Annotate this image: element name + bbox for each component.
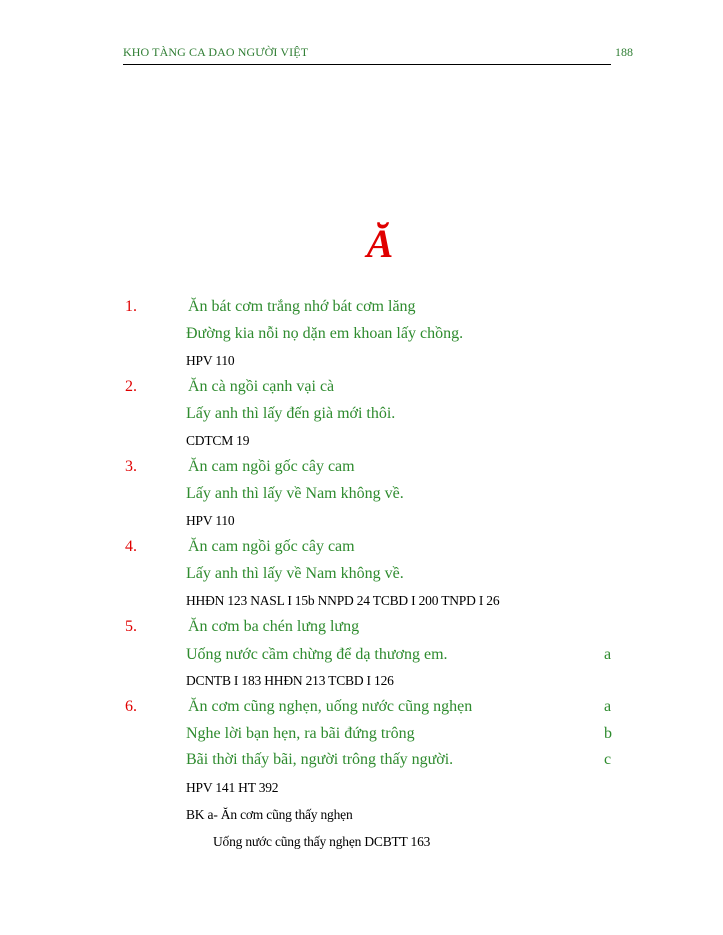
verse-line: Ăn cơm cũng nghẹn, uống nước cũng nghẹn [188,698,473,715]
verse-line: Ăn cà ngồi cạnh vại cà [188,378,335,395]
section-letter: Ă [366,221,394,266]
verse-line: Ăn cam ngồi gốc cây cam [188,538,355,555]
verse-line: Đường kia nỗi nọ dặn em khoan lấy chồng. [186,325,464,342]
rhyme-mark: b [604,725,612,742]
source-ref: HPV 141 HT 392 [186,780,279,795]
verse-line: Lấy anh thì lấy đến già mới thôi. [186,405,396,422]
source-ref: HHĐN 123 NASL I 15b NNPD 24 TCBD I 200 TNPD I 26 [186,593,500,608]
page-header [123,44,611,65]
rhyme-mark: a [604,646,612,663]
source-ref: HPV 110 [186,353,235,368]
source-ref: DCNTB I 183 HHĐN 213 TCBD I 126 [186,673,394,688]
entry-number: 3. [125,458,137,475]
entry-number: 4. [125,538,137,555]
rhyme-mark: a [604,698,612,715]
rhyme-mark: c [604,751,612,768]
source-ref: HPV 110 [186,513,235,528]
entry-number: 1. [125,298,137,315]
variant-line: BK a- Ăn cơm cũng thấy nghẹn [186,807,353,822]
verse-line: Ăn bát cơm trắng nhớ bát cơm lăng [188,298,416,315]
entry-number: 5. [125,618,137,635]
verse-line: Ăn cam ngồi gốc cây cam [188,458,355,475]
header-title: KHO TÀNG CA DAO NGƯỜI VIỆT [123,45,309,59]
entry-number: 6. [125,698,137,715]
verse-line: Nghe lời bạn hẹn, ra bãi đứng trông [186,725,415,742]
verse-line: Ăn cơm ba chén lưng lưng [188,618,360,635]
verse-line: Uống nước cầm chừng để dạ thương em. [186,646,448,663]
verse-line: Lấy anh thì lấy về Nam không về. [186,565,404,582]
source-ref: CDTCM 19 [186,433,250,448]
verse-line: Lấy anh thì lấy về Nam không về. [186,485,404,502]
entry-number: 2. [125,378,137,395]
verse-line: Bãi thời thấy bãi, người trông thấy người. [186,751,454,768]
page-number: 188 [615,45,633,59]
variant-line: Uống nước cũng thấy nghẹn DCBTT 163 [213,834,431,849]
